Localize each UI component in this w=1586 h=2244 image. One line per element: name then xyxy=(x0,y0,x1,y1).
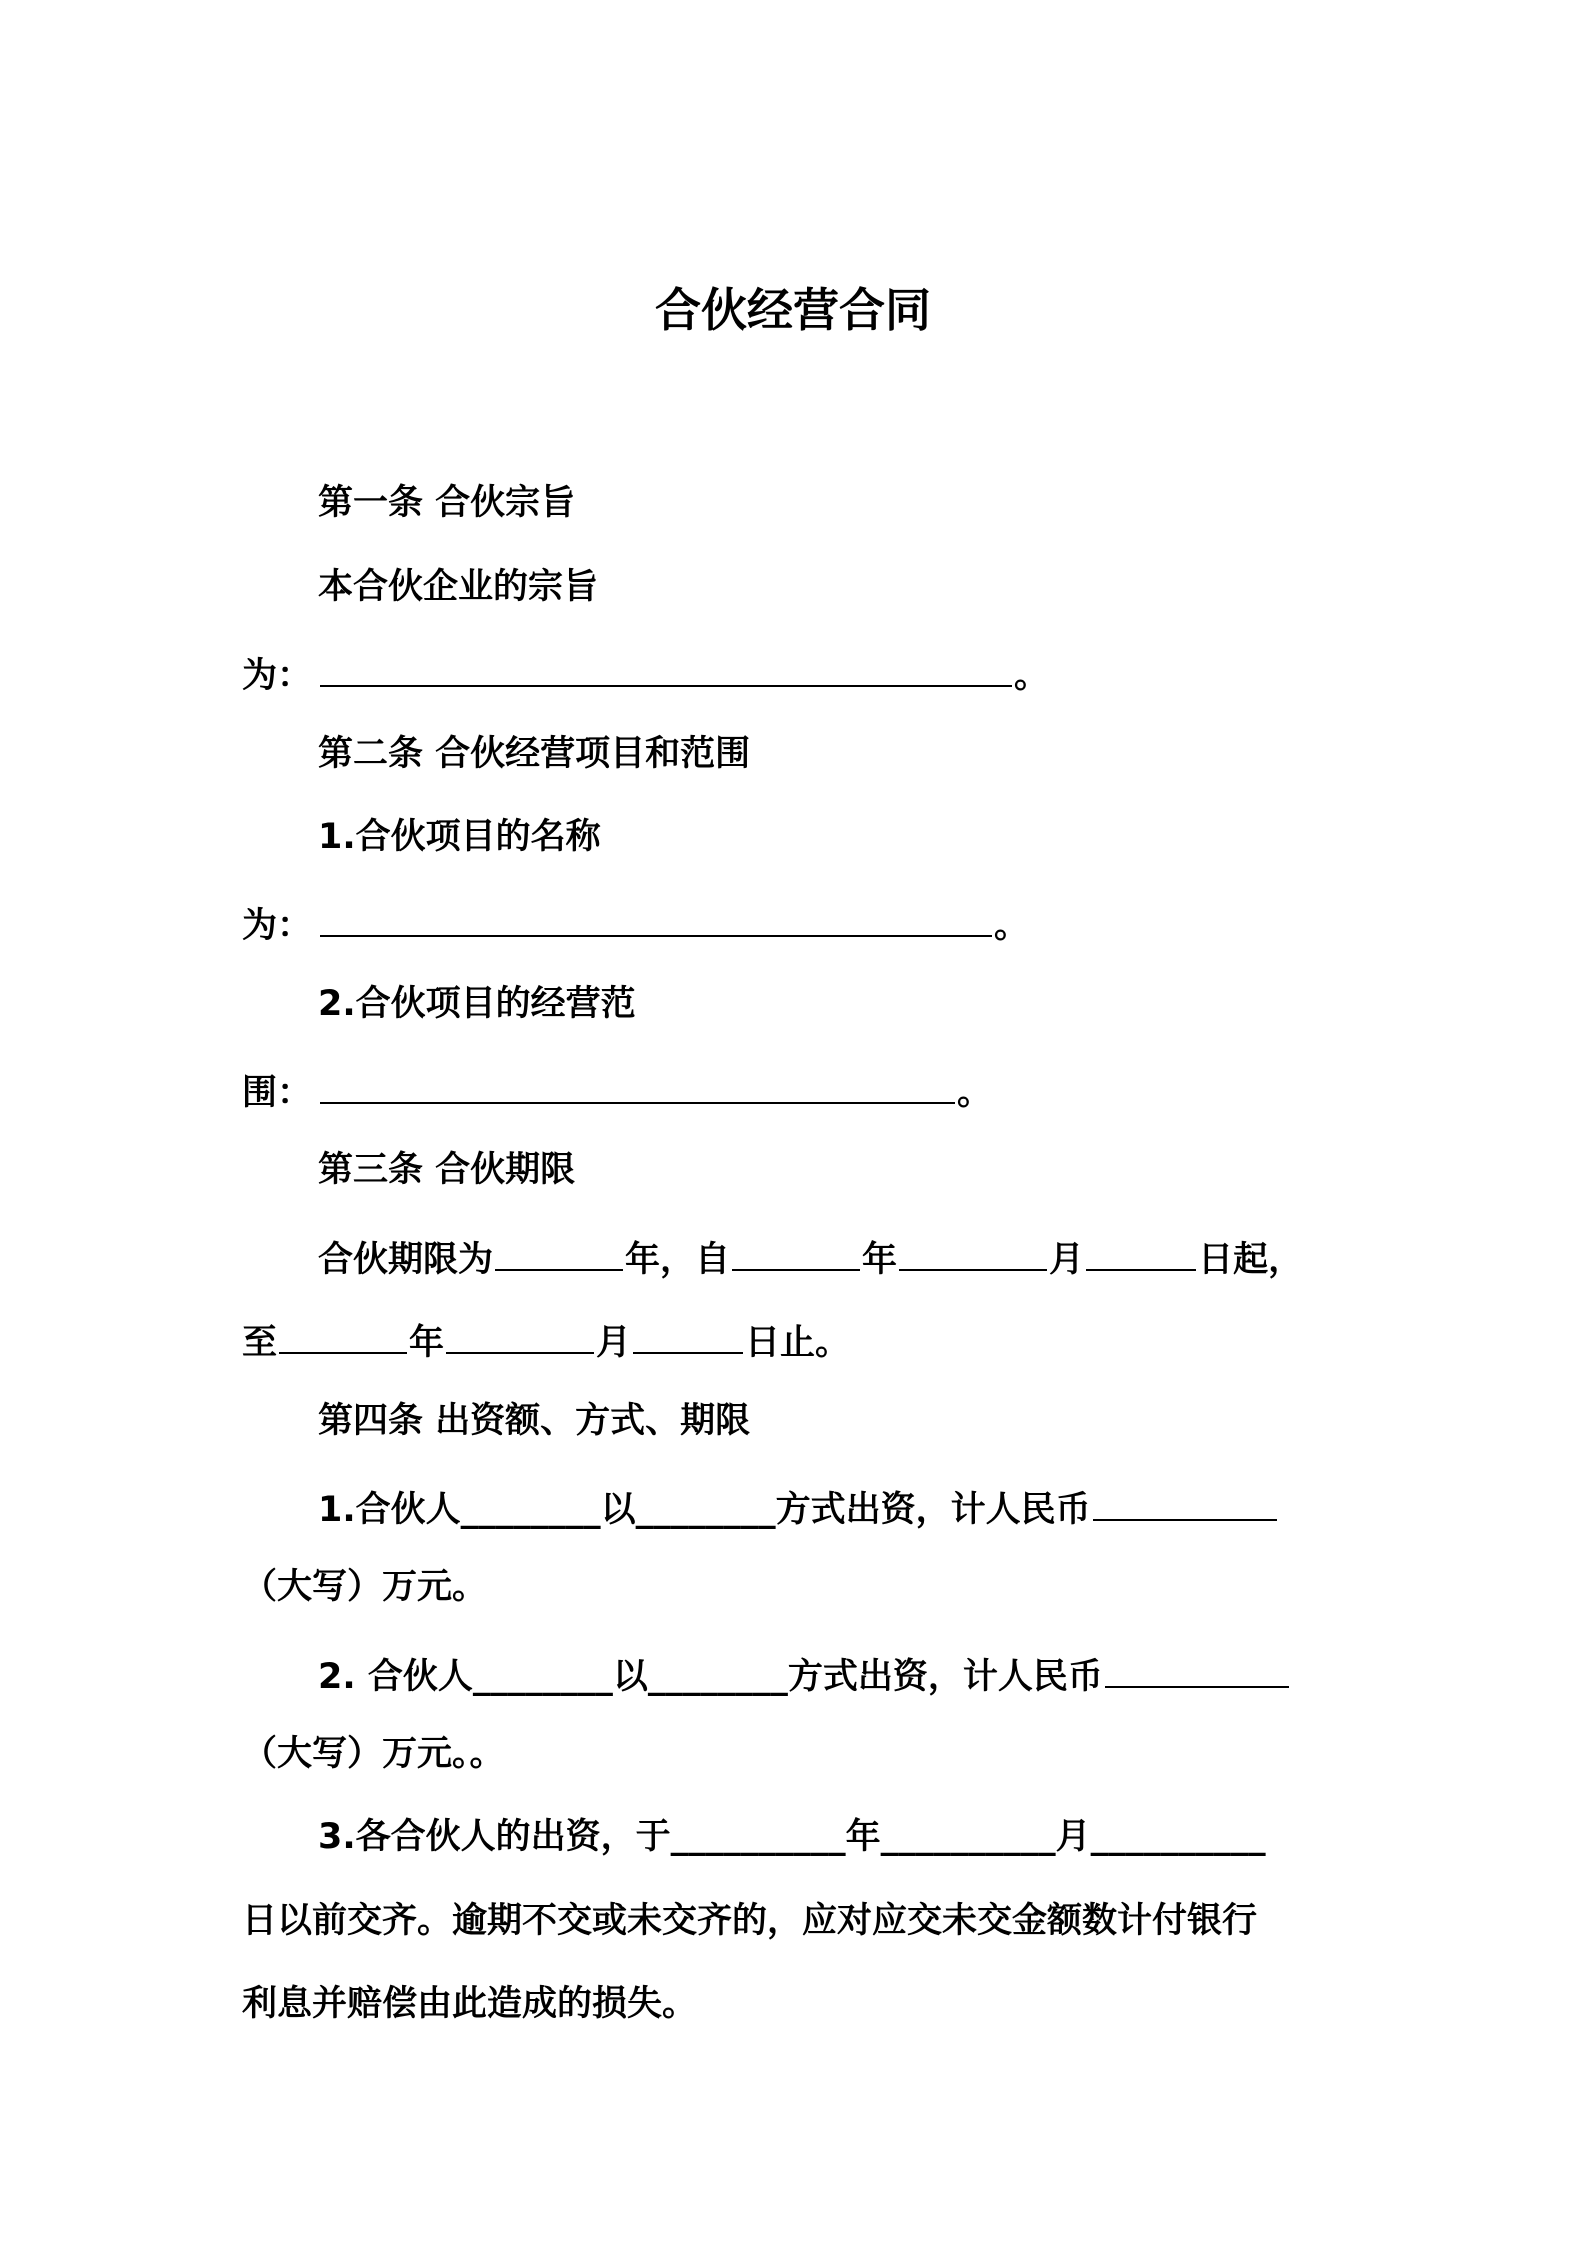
start-day-label: 日起， xyxy=(1198,1240,1304,1280)
article-4-item-1-cont: （大写）万元。 xyxy=(242,1567,488,1607)
start-day-blank[interactable] xyxy=(1086,1229,1196,1271)
article-2-item-2-fill-line xyxy=(242,1062,992,1112)
partner-2-amount-blank[interactable] xyxy=(1105,1646,1289,1688)
article-2-item-2: 2.合伙项目的经营范 xyxy=(318,984,636,1024)
article-1-text: 本合伙企业的宗旨 xyxy=(318,567,599,607)
partner-2-contribution-text: 2. 合伙人________以________方式出资，计人民币 xyxy=(318,1657,1103,1697)
end-day-blank[interactable] xyxy=(633,1312,743,1354)
article-1-heading: 第一条 合伙宗旨 xyxy=(318,483,576,523)
end-day-label: 日止。 xyxy=(745,1323,851,1363)
end-month-label: 月 xyxy=(596,1323,632,1363)
term-years-blank[interactable] xyxy=(495,1229,623,1271)
article-2-item-1-prefix: 为： xyxy=(242,906,313,946)
end-month-blank[interactable] xyxy=(446,1312,594,1354)
article-2-item-2-suffix: 。 xyxy=(957,1073,993,1113)
article-3-heading: 第三条 合伙期限 xyxy=(318,1150,576,1190)
document-title: 合伙经营合同 xyxy=(655,283,931,337)
article-4-item-3-cont-2: 利息并赔偿由此造成的损失。 xyxy=(242,1984,698,2024)
article-2-item-2-prefix: 围： xyxy=(242,1073,313,1113)
start-month-label: 月 xyxy=(1049,1240,1085,1280)
end-year-label: 年 xyxy=(409,1323,445,1363)
project-name-blank[interactable] xyxy=(320,895,992,937)
term-year-from-label: 年，自 xyxy=(625,1240,731,1280)
article-1-fill-line xyxy=(242,645,1049,695)
start-month-blank[interactable] xyxy=(899,1229,1047,1271)
term-label: 合伙期限为 xyxy=(318,1240,494,1280)
article-4-item-2-cont: （大写）万元。。 xyxy=(242,1734,505,1774)
end-label: 至 xyxy=(242,1323,278,1363)
article-2-heading: 第二条 合伙经营项目和范围 xyxy=(318,734,751,774)
article-3-line-2 xyxy=(242,1312,850,1362)
article-1-prefix: 为： xyxy=(242,656,313,696)
article-4-item-3-cont-1: 日以前交齐。逾期不交或未交齐的，应对应交未交金额数计付银行 xyxy=(242,1901,1258,1941)
business-scope-blank[interactable] xyxy=(320,1062,955,1104)
article-1-suffix: 。 xyxy=(1014,656,1050,696)
purpose-blank[interactable] xyxy=(320,645,1012,687)
partner-1-contribution-text: 1.合伙人________以________方式出资，计人民币 xyxy=(318,1490,1091,1530)
article-2-item-1-suffix: 。 xyxy=(994,906,1030,946)
article-4-heading: 第四条 出资额、方式、期限 xyxy=(318,1401,751,1441)
start-year-blank[interactable] xyxy=(732,1229,860,1271)
article-3-line-1 xyxy=(318,1229,1303,1279)
article-4-item-1 xyxy=(318,1479,1279,1529)
article-4-item-3: 3.各合伙人的出资，于__________年__________月__________ xyxy=(318,1817,1266,1857)
article-4-item-2 xyxy=(318,1646,1291,1696)
start-year-label: 年 xyxy=(862,1240,898,1280)
partner-1-amount-blank[interactable] xyxy=(1093,1479,1277,1521)
article-2-item-1: 1.合伙项目的名称 xyxy=(318,817,601,857)
end-year-blank[interactable] xyxy=(279,1312,407,1354)
article-2-item-1-fill-line xyxy=(242,895,1029,945)
